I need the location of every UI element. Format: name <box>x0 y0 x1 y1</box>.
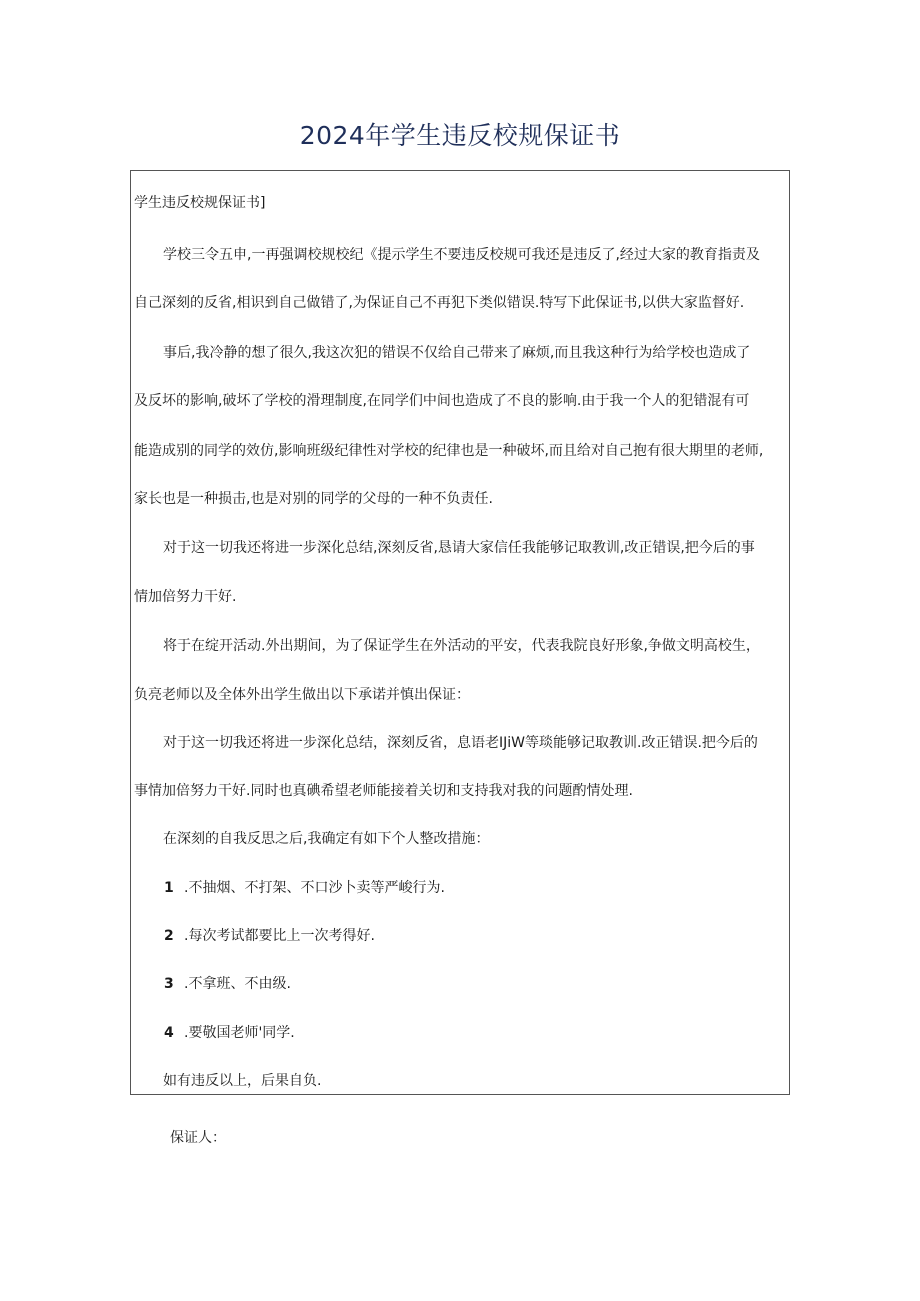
list-item-text: .不抽烟、不打架、不口沙卜卖等严峻行为. <box>184 880 445 896</box>
list-item-text: .每次考试都要比上一次考得好. <box>184 928 375 944</box>
paragraph-line: 及反坏的影响,破坏了学校的滑理制度,在同学们中间也造成了不良的影响.由于我一个人的犯错混有可 <box>134 393 750 409</box>
paragraph-line: 在深刻的自我反思之后,我确定有如下个人整改措施： <box>163 831 490 847</box>
list-item <box>164 1023 295 1043</box>
closing-line: 如有违反以上，后果自负. <box>163 1073 322 1089</box>
paragraph-line: 家长也是一种损击,也是对别的同学的父母的一种不负责任. <box>134 491 493 507</box>
list-item <box>164 878 445 898</box>
paragraph-line: 事情加倍努力干好.同时也真碘希望老师能接着关切和支持我对我的问题酌情处理. <box>134 783 633 799</box>
paragraph-line: 能造成别的同学的效仿,影响班级纪律性对学校的纪律也是一种破坏,而且给对自己抱有很大期里的老师, <box>134 443 764 459</box>
subtitle-line: 学生违反校规保证书] <box>134 195 266 211</box>
paragraph-line: 将于在绽开活动.外出期间，为了保证学生在外活动的平安，代表我院良好形象,争做文明高校生， <box>163 638 760 654</box>
list-item-number: 2 <box>164 928 174 944</box>
signer-label: 保证人： <box>170 1130 226 1146</box>
paragraph-line: 自己深刻的反省,相识到自己做错了,为保证自己不再犯下类似错误.特写下此保证书,以供大家监督好. <box>134 295 745 311</box>
paragraph-line: 情加倍努力干好. <box>134 589 237 605</box>
paragraph-line: 学校三令五申,一再强调校规校纪《提示学生不要违反校规可我还是违反了,经过大家的教育指责及 <box>163 247 760 263</box>
list-item <box>164 926 375 946</box>
document-title: 2024年学生违反校规保证书 <box>299 121 621 150</box>
list-item-number: 3 <box>164 976 174 992</box>
paragraph-line: 对于这一切我还将进一步深化总结,深刻反省,恳请大家信任我能够记取教训,改正错误,把今后的事 <box>163 540 755 556</box>
list-item <box>164 974 291 994</box>
paragraph-line: 事后,我冷静的想了很久,我这次犯的错误不仅给自己带来了麻烦,而且我这种行为给学校也造成了 <box>163 345 751 361</box>
list-item-number: 4 <box>164 1025 174 1041</box>
paragraph-line: 负亮老师以及全体外出学生做出以下承诺并慎出保证： <box>134 687 470 703</box>
list-item-text: .不拿班、不由级. <box>184 976 291 992</box>
list-item-number: 1 <box>164 880 174 896</box>
paragraph-line: 对于这一切我还将进一步深化总结，深刻反省，息语老IJiW等琰能够记取教训.改正错误.把今后的 <box>163 735 758 751</box>
content-box <box>130 170 790 1095</box>
list-item-text: .要敬国老师'同学. <box>184 1025 295 1041</box>
